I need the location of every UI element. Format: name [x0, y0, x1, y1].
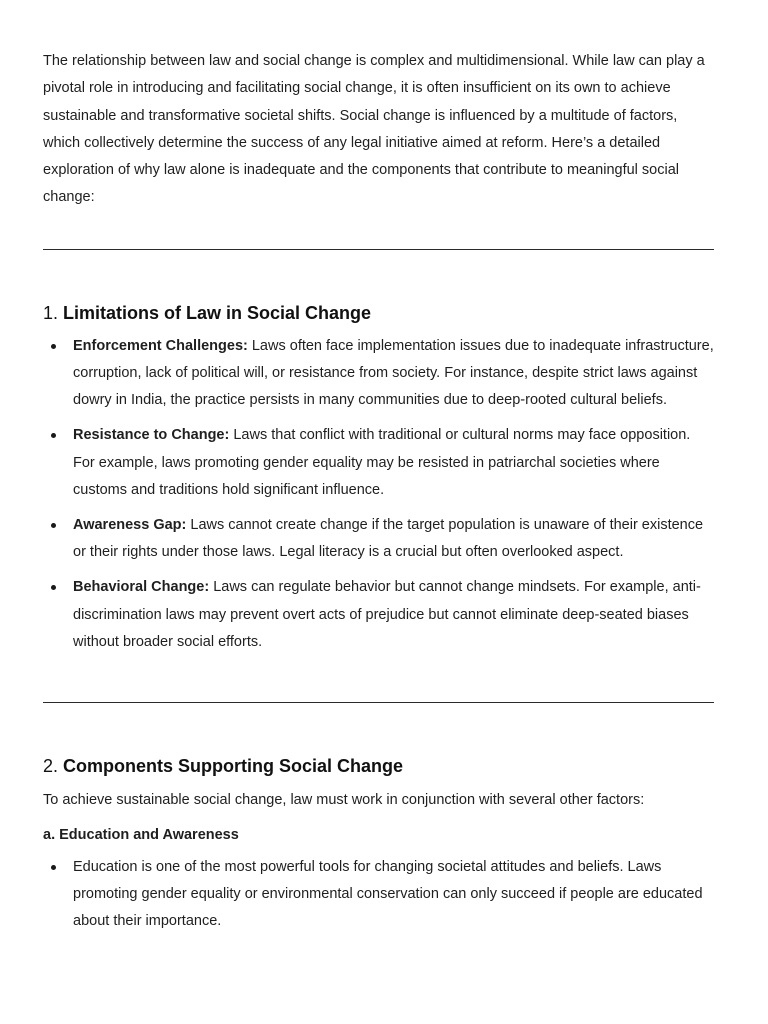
- list-item: [43, 333, 714, 415]
- intro-paragraph: The relationship between law and social change is complex and multidimensional. While law can play a pivotal role in introducing and facilitating social change, it is often insufficient on its own to achieve sustainable and transformative societal shifts. Social change is influenced by a multitude of factors, which collectively determine the success of any legal initiative aimed at reform. Here’s a detailed exploration of why law alone is inadequate and the components that contribute to meaningful social change:: [43, 53, 705, 206]
- horizontal-divider: [43, 249, 714, 250]
- horizontal-divider: [43, 702, 714, 703]
- item-text: Laws cannot create change if the target population is unaware of their existence or their rights under those laws. Legal literacy is a crucial but often overlooked aspect.: [73, 517, 704, 561]
- item-term: Enforcement Challenges:: [73, 337, 248, 354]
- subheading-education: a. Education and Awareness: [43, 827, 239, 844]
- list-item: [43, 854, 714, 936]
- list-item: [43, 422, 714, 504]
- bullet-icon: [51, 865, 56, 870]
- limitations-list: [43, 333, 714, 656]
- item-text: Laws often face implementation issues due to inadequate infrastructure, corruption, lack of political will, or resistance from society. For instance, despite strict laws against dowry in India, the practice persists in many communities due to deep-rooted cultural beliefs.: [73, 337, 714, 409]
- section-number: 1.: [43, 302, 59, 323]
- bullet-icon: [51, 433, 56, 438]
- item-term: Awareness Gap:: [73, 517, 187, 533]
- bullet-icon: [51, 585, 56, 590]
- item-text: Education is one of the most powerful tools for changing societal attitudes and beliefs. Laws promoting gender equality or environmental conservation can only succeed if people are educated about their importance.: [73, 859, 703, 930]
- item-term: Behavioral Change:: [73, 579, 210, 596]
- bullet-icon: [51, 523, 56, 528]
- list-item: [43, 574, 714, 656]
- item-text: Laws that conflict with traditional or cultural norms may face opposition. For example, laws promoting gender equality may be resisted in patriarchal societies where customs and traditions hold significant influence.: [73, 427, 691, 498]
- list-item: [43, 512, 714, 566]
- bullet-icon: [51, 344, 56, 349]
- item-text: Laws can regulate behavior but cannot change mindsets. For example, anti-discrimination laws may prevent overt acts of prejudice but cannot eliminate deep-seated biases without broader social efforts.: [73, 579, 701, 650]
- item-term: Resistance to Change:: [73, 427, 230, 444]
- section-title: Components Supporting Social Change: [63, 756, 404, 777]
- section-heading-limitations: [43, 301, 714, 325]
- section-intro: To achieve sustainable social change, law must work in conjunction with several other factors:: [43, 792, 645, 809]
- section-heading-components: [43, 754, 714, 778]
- education-list: [43, 854, 714, 936]
- section-title: Limitations of Law in Social Change: [63, 302, 372, 323]
- section-number: 2.: [43, 756, 59, 777]
